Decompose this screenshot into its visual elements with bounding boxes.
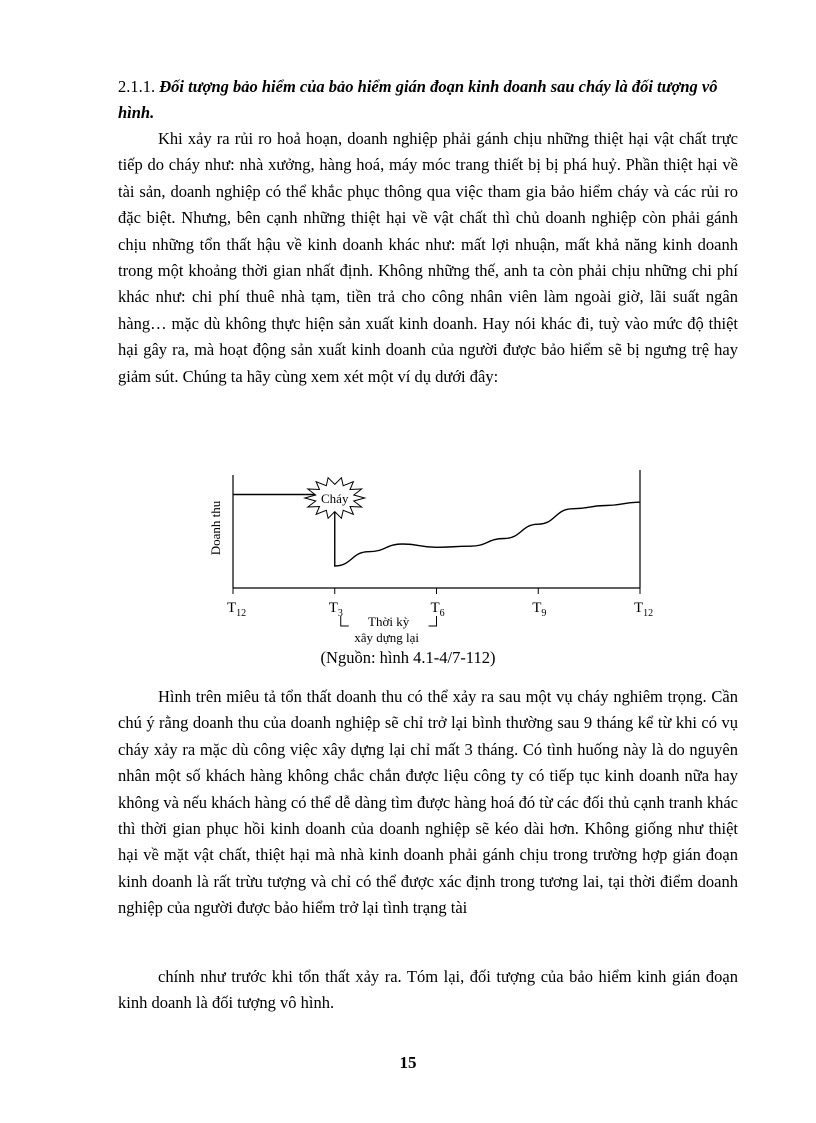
x-tick-label-1: $T_3$ (328, 600, 343, 619)
paragraph-conclusion: chính như trước khi tổn thất xảy ra. Tóm lại, đối tượng của bảo hiểm kinh gián đoạn kinh doanh là đối tượng vô hình. (118, 967, 738, 1013)
fire-label: Cháy (321, 491, 349, 506)
rebuild-label-line1: Thời kỳ (368, 614, 410, 629)
figure-source: (Nguồn: hình 4.1-4/7-112) (320, 648, 496, 667)
revenue-chart-svg (200, 470, 670, 670)
x-tick-label-3: $T_9$ (532, 600, 547, 619)
section-title: Đối tượng bảo hiểm của bảo hiểm gián đoạn kinh doanh sau cháy là đối tượng vô hình. (118, 77, 718, 122)
x-tick-label-0: $T_{12}$ (227, 600, 247, 619)
rebuild-bracket-right (429, 616, 437, 626)
section-number: 2.1.1. (118, 77, 156, 96)
revenue-series-line (233, 495, 640, 567)
paragraph-intro: Khi xảy ra rủi ro hoả hoạn, doanh nghiệp phải gánh chịu những thiệt hại vật chất trực tiếp do cháy như: nhà xưởng, hàng hoá, máy móc trang thiết bị bị phá huỷ. Phần thiệt hại về tài sản, doanh nghiệp có thể khắc phục thông qua việc tham gia bảo hiểm cháy và các rủi ro đặc biệt. Nhưng, bên cạnh những thiệt hại về vật chất thì chủ doanh nghiệp còn phải gánh chịu những tổn thất hậu về kinh doanh khác như: mất lợi nhuận, mất khả năng kinh doanh trong một khoảng thời gian nhất định. Không những thế, anh ta còn phải chịu những chi phí khác như: chi phí thuê nhà tạm, tiền trả cho công nhân viên làm ngoài giờ, lãi suất ngân hàng… mặc dù không thực hiện sản xuất kinh doanh. Hay nói khác đi, tuỳ vào mức độ thiệt hại gây ra, mà hoạt động sản xuất kinh doanh của người được bảo hiểm sẽ bị ngưng trệ hay giảm sút. Chúng ta hãy cùng xem xét một ví dụ dưới đây: (118, 129, 738, 386)
x-tick-label-4: $T_{12}$ (634, 600, 654, 619)
x-tick-label-2: $T_6$ (430, 600, 445, 619)
rebuild-label-line2: xây dựng lại (354, 630, 420, 645)
paragraph-explanation: Hình trên miêu tả tổn thất doanh thu có thể xảy ra sau một vụ cháy nghiêm trọng. Cần chú ý rằng doanh thu của doanh nghiệp sẽ chỉ trở lại bình thường sau 9 tháng kể từ khi có vụ cháy xảy ra mặc dù công việc xây dựng lại chỉ mất 3 tháng. Có tình huống này là do nguyên nhân một số khách hàng không chắc chắn được liệu công ty có tiếp tục kinh doanh nữa hay không và nếu khách hàng có thể dễ dàng tìm được hàng hoá đó từ các đối thủ cạnh tranh khác thì thời gian phục hồi kinh doanh của doanh nghiệp sẽ kéo dài hơn. Không giống như thiệt hại về mặt vật chất, thiệt hại mà nhà kinh doanh phải gánh chịu trong trường hợp gián đoạn kinh doanh là rất trừu tượng và chỉ có thể được xác định trong tương lai, tại thời điểm doanh nghiệp của người được bảo hiểm trở lại tình trạng tài (118, 687, 738, 918)
page-number: 15 (399, 1053, 417, 1072)
section-heading (118, 74, 738, 126)
y-axis-label: Doanh thu (208, 500, 223, 556)
revenue-chart (200, 470, 670, 670)
